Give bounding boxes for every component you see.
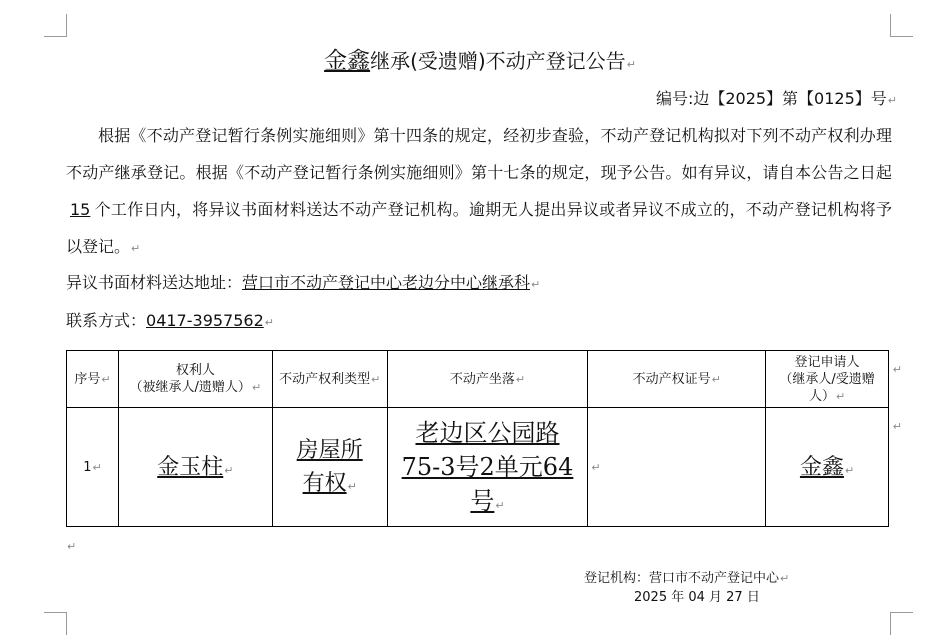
document-number	[656, 86, 897, 109]
cell-location: 老边区公园路 75-3号2单元64 号↵	[387, 408, 588, 527]
header-applicant: 登记申请人 （继承人/受遗赠 人）↵ ↵	[766, 351, 889, 408]
paragraph-mark-icon: ↵	[887, 94, 897, 107]
contact-info	[66, 308, 274, 331]
cell-mark-icon: ↵	[711, 372, 721, 386]
cell-mark-icon: ↵	[251, 381, 262, 394]
crop-mark-top-right	[890, 14, 913, 37]
header-seq: 序号↵	[67, 351, 119, 408]
cell-mark-icon: ↵	[101, 372, 111, 386]
announcement-date: 2025 年 04 月 27 日	[634, 590, 760, 605]
paragraph-mark-icon: ↵	[626, 58, 636, 71]
cell-seq: 1↵	[67, 408, 119, 527]
paragraph-mark-icon: ↵	[67, 540, 77, 553]
header-right-type: 不动产权利类型↵	[272, 351, 387, 408]
announcement-title	[0, 42, 933, 75]
address-label: 异议书面材料送达地址：	[66, 273, 243, 292]
title-rest: 继承(受遗赠)不动产登记公告	[370, 49, 626, 73]
cell-mark-icon: ↵	[844, 463, 855, 477]
header-holder: 权利人 （被继承人/遗赠人）↵	[118, 351, 272, 408]
objection-address	[66, 270, 540, 293]
property-table	[66, 350, 902, 527]
cell-right-type: 房屋所 有权↵	[272, 408, 387, 527]
row-end-mark-icon: ↵	[892, 420, 902, 433]
cell-mark-icon: ↵	[371, 372, 381, 386]
crop-mark-bottom-left	[44, 612, 67, 635]
contact-label: 联系方式：	[66, 311, 147, 330]
registration-authority: 登记机构：营口市不动产登记中心↵	[584, 571, 790, 586]
contact-phone: 0417-3957562	[146, 311, 264, 330]
paragraph-mark-icon: ↵	[531, 278, 541, 291]
cell-mark-icon: ↵	[591, 460, 601, 474]
table-row	[67, 408, 889, 527]
cell-applicant: 金鑫↵ ↵	[766, 408, 889, 527]
header-cert-no: 不动产权证号↵	[588, 351, 766, 408]
row-end-mark-icon: ↵	[892, 363, 902, 376]
paragraph-mark-icon: ↵	[131, 242, 141, 255]
document-number-text: 编号:边【2025】第【0125】号	[655, 89, 887, 108]
body-text-before: 根据《不动产登记暂行条例实施细则》第十四条的规定，经初步查验，不动产登记机构拟对下列不动产权利办理不动产继承登记。根据《不动产登记暂行条例实施细则》第十七条的规定，现予公告。如有异议，请自本公告之日起	[66, 126, 892, 182]
cell-cert-no	[588, 408, 766, 527]
table-header-row	[67, 351, 889, 408]
cell-mark-icon: ↵	[835, 389, 846, 403]
cell-mark-icon: ↵	[224, 463, 234, 477]
paragraph-mark-icon: ↵	[780, 572, 790, 585]
cell-holder: 金玉柱↵	[118, 408, 272, 527]
header-location: 不动产坐落↵	[387, 351, 588, 408]
body-text-after: 个工作日内，将异议书面材料送达不动产登记机构。逾期无人提出异议或者异议不成立的，不动产登记机构将予以登记。	[66, 200, 892, 256]
paragraph-mark-icon: ↵	[264, 316, 274, 329]
crop-mark-top-left	[44, 14, 67, 37]
announcement-body	[66, 117, 892, 267]
crop-mark-bottom-right	[890, 612, 913, 635]
cell-mark-icon: ↵	[347, 480, 357, 493]
cell-mark-icon: ↵	[515, 372, 526, 386]
objection-days: 15	[70, 200, 91, 219]
title-name: 金鑫	[324, 48, 371, 74]
address-value: 营口市不动产登记中心老边分中心继承科	[242, 273, 531, 292]
cell-mark-icon: ↵	[495, 499, 505, 512]
cell-mark-icon: ↵	[92, 460, 102, 474]
